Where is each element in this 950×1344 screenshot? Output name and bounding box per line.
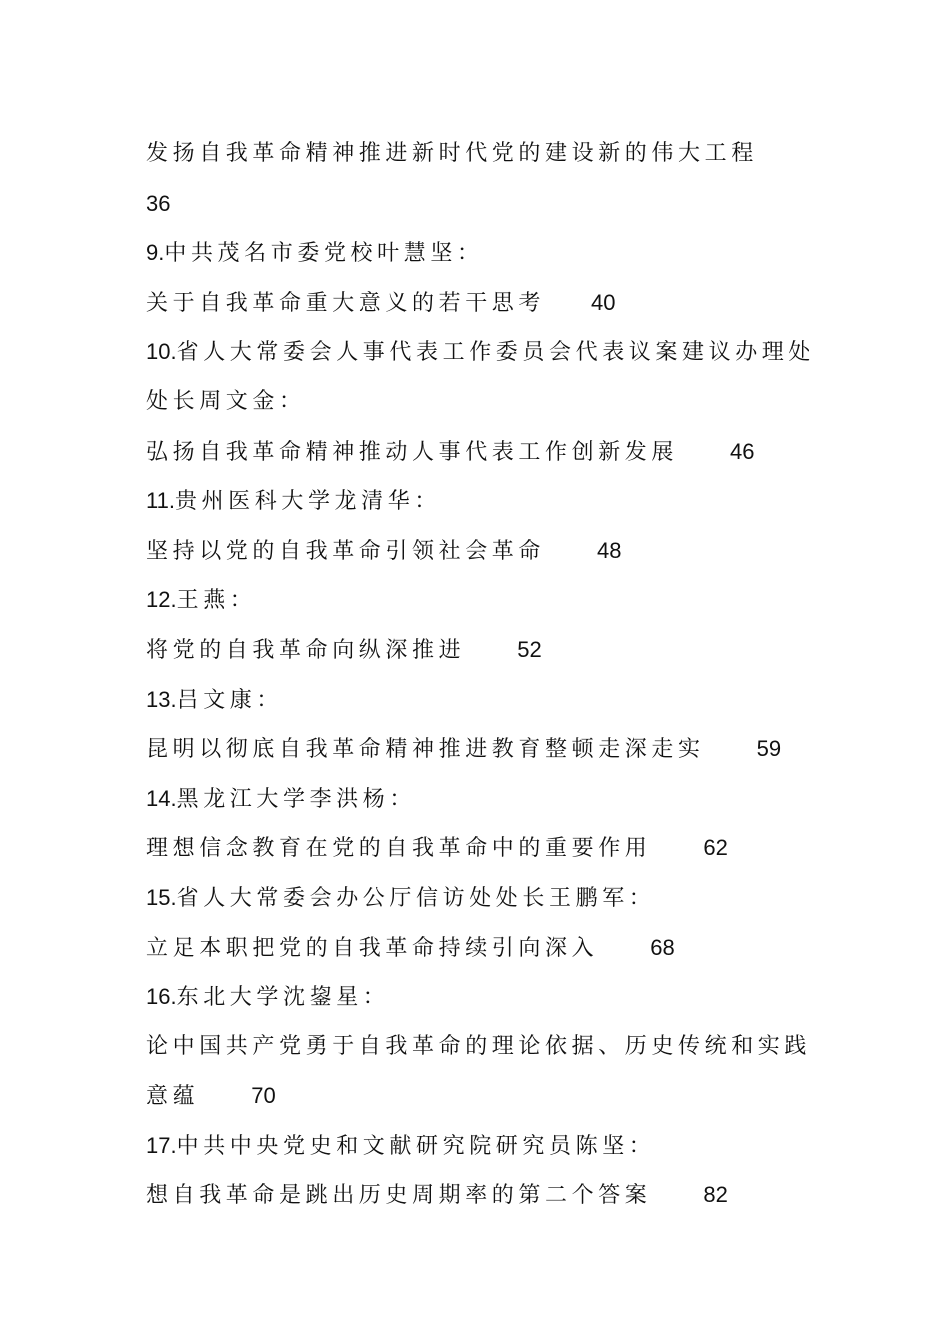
toc-entry-16-title: 论中国共产党勇于自我革命的理论依据、历史传统和实践: [146, 1033, 812, 1059]
toc-entry-9-author: 9.中共茂名市委党校叶慧坚：: [146, 240, 484, 267]
toc-entry-16-author: 16.东北大学沈鋆星：: [146, 984, 390, 1011]
toc-entry-10-title: 弘扬自我革命精神推动人事代表工作创新发展 46: [146, 438, 755, 465]
toc-entry-8-title: 发扬自我革命精神推进新时代党的建设新的伟大工程: [146, 141, 758, 166]
page-number: 62: [703, 835, 728, 861]
page-number: 59: [756, 736, 782, 762]
toc-entry-12-title: 将党的自我革命向纵深推进 52: [146, 636, 542, 663]
toc-entry-12-author: 12.王燕：: [146, 587, 257, 614]
toc-entry-17-author: 17.中共中央党史和文献研究院研究员陈坚：: [146, 1132, 656, 1159]
page-number: 40: [591, 289, 616, 315]
toc-entry-15-title: 立足本职把党的自我革命持续引向深入 68: [146, 934, 675, 961]
toc-entry-16-title-cont: 意蕴 70: [146, 1083, 276, 1110]
toc-entry-8-page-line: [146, 179, 826, 229]
toc-entry-9-title: 关于自我革命重大意义的若干思考 40: [146, 289, 616, 316]
toc-entry-13-title: 昆明以彻底自我革命精神推进教育整顿走深走实 59: [146, 736, 782, 763]
page-number: 36: [146, 190, 171, 216]
toc-entry-17-title: 想自我革命是跳出历史周期率的第二个答案 82: [146, 1182, 728, 1209]
toc-entry-10-author-cont: 处长周文金：: [146, 388, 306, 414]
page-number: 48: [597, 537, 622, 563]
toc-entry-13-author: 13.吕文康：: [146, 686, 283, 713]
toc-entry-15-author: 15.省人大常委会办公厅信访处处长王鹏军：: [146, 884, 656, 911]
page-number: 68: [650, 934, 675, 960]
page-number: 46: [730, 438, 755, 464]
page-number: 52: [517, 636, 542, 662]
toc-entry-14-author: 14.黑龙江大学李洪杨：: [146, 785, 416, 812]
toc-entry-14-title: 理想信念教育在党的自我革命中的重要作用 62: [146, 835, 728, 862]
toc-entry-11-author: 11.贵州医科大学龙清华：: [146, 488, 441, 515]
table-of-contents: [146, 129, 826, 1220]
toc-entry-11-title: 坚持以党的自我革命引领社会革命 48: [146, 537, 622, 564]
toc-entry-10-author: 10.省人大常委会人事代表工作委员会代表议案建议办理处: [146, 339, 815, 366]
page-number: 82: [703, 1182, 728, 1208]
page-number: 70: [251, 1083, 276, 1109]
